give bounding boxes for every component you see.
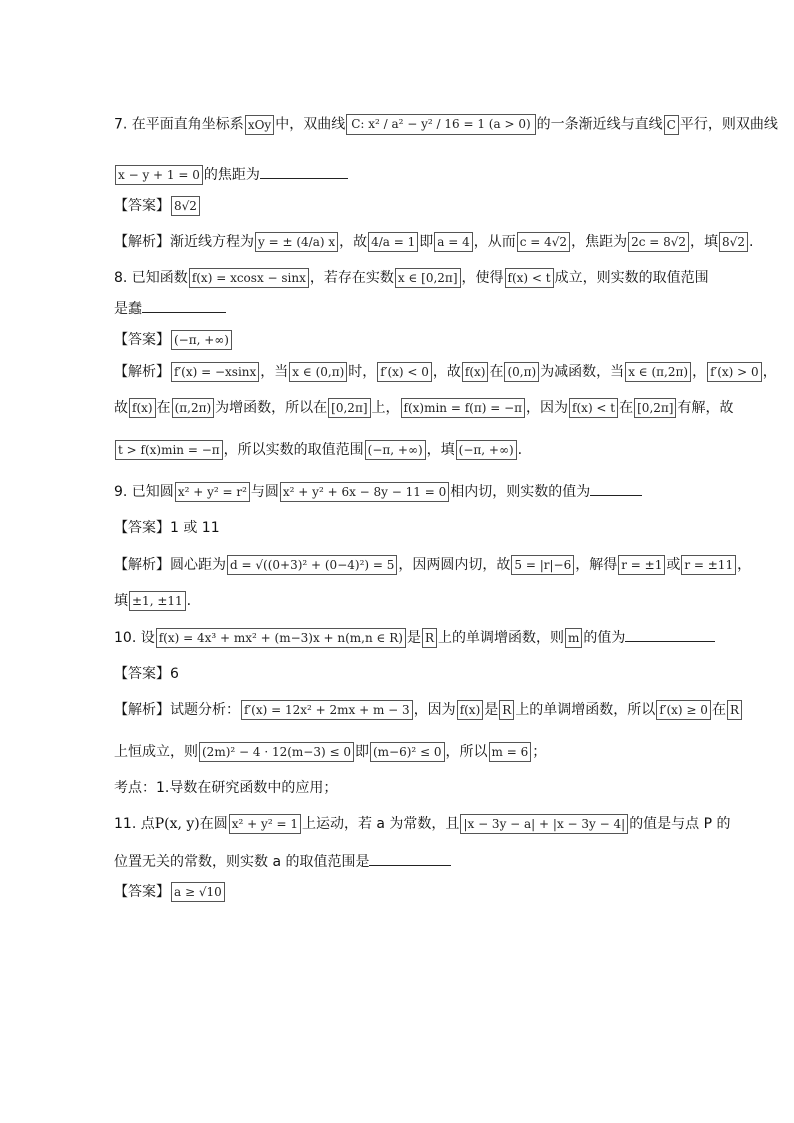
q7-analysis <box>114 232 753 252</box>
q9-analysis-2 <box>114 591 191 611</box>
text: 即 <box>419 234 434 250</box>
formula: (−π, +∞) <box>456 440 517 460</box>
formula: R <box>422 628 437 648</box>
text: 1 或 11 <box>170 520 220 536</box>
formula: x² + y² + 6x − 8y − 11 = 0 <box>280 482 449 502</box>
text: ，所以实数的取值范围 <box>223 442 364 458</box>
text: 上恒成立，则 <box>114 744 198 760</box>
q11-line1 <box>114 814 731 834</box>
text: 圆心距为 <box>170 557 226 573</box>
formula: (2m)² − 4 · 12(m−3) ≤ 0 <box>199 742 354 762</box>
q8-analysis-3 <box>114 440 522 460</box>
text: ，填 <box>690 234 719 250</box>
text: 成立，则实数的取值范围 <box>554 270 709 286</box>
formula: x ∈ (π,2π) <box>625 362 691 382</box>
formula: x² + y² = r² <box>175 482 250 502</box>
q8-line1 <box>114 268 709 288</box>
formula: x ∈ [0,2π] <box>395 268 461 288</box>
answer-blank <box>625 627 715 642</box>
formula: c = 4√2 <box>517 232 570 252</box>
text: 与圆 <box>250 484 279 500</box>
answer-blank <box>260 164 348 179</box>
formula: xOy <box>245 115 274 135</box>
text: ， <box>692 364 707 380</box>
formula: (0,π) <box>504 362 539 382</box>
formula: f′(x) ≥ 0 <box>656 700 711 720</box>
text: 在 <box>489 364 504 380</box>
text: ，故 <box>432 364 461 380</box>
analysis-label: 【解析】 <box>114 234 170 250</box>
answer-label: 【答案】 <box>114 884 170 900</box>
q7-answer <box>114 196 201 216</box>
answer-label: 【答案】 <box>114 198 170 214</box>
text: ，使得 <box>461 270 504 286</box>
text: 7. 在平面直角坐标系 <box>114 116 244 133</box>
formula: x ∈ (0,π) <box>289 362 347 382</box>
formula: (m−6)² ≤ 0 <box>370 742 445 762</box>
text: 是 <box>406 630 421 646</box>
formula: x² + y² = 1 <box>229 814 301 834</box>
formula: m <box>565 628 582 648</box>
text: 位置无关的常数，则实数 a 的取值范围是 <box>114 854 370 870</box>
text: 上运动，若 a 为常数，且 <box>301 816 460 832</box>
q11-answer <box>114 882 226 902</box>
formula: m = 6 <box>489 742 532 762</box>
formula: 8√2 <box>171 196 200 216</box>
formula: f(x) = xcosx − sinx <box>189 268 309 288</box>
q8-analysis-1 <box>114 362 777 382</box>
q9-answer <box>114 518 220 538</box>
formula: d = √((0+3)² + (0−4)²) = 5 <box>227 555 397 575</box>
formula: t > f(x)min = −π <box>115 440 223 460</box>
formula: f(x) < t <box>505 268 554 288</box>
text: ，若存在实数 <box>309 270 394 286</box>
q9-analysis-1 <box>114 555 751 575</box>
q8-answer <box>114 330 233 350</box>
text: 11. 点 <box>114 816 155 832</box>
text: ， <box>762 364 777 380</box>
text: 在 <box>619 400 634 416</box>
text: 相内切，则实数的值为 <box>450 484 591 500</box>
formula: f′(x) > 0 <box>707 362 762 382</box>
text: ，因为 <box>413 702 456 718</box>
text: . <box>748 234 754 250</box>
q7-line2 <box>114 164 348 185</box>
answer-label: 【答案】 <box>114 666 170 682</box>
formula: f(x) < t <box>569 398 618 418</box>
text: 上的单调增函数，则 <box>438 630 565 646</box>
formula: f′(x) < 0 <box>377 362 432 382</box>
formula: f(x) <box>457 700 484 720</box>
formula: (−π, +∞) <box>171 330 232 350</box>
answer-label: 【答案】 <box>114 332 170 348</box>
text: 为增函数，所以在 <box>215 400 328 416</box>
text: ； <box>532 744 547 760</box>
q10-point <box>114 778 337 798</box>
text: 上的单调增函数，所以 <box>515 702 656 718</box>
formula: f(x) <box>462 362 489 382</box>
analysis-label: 【解析】 <box>114 557 170 573</box>
text: ，焦距为 <box>571 234 628 250</box>
formula: ±1, ±11 <box>129 591 186 611</box>
text: ，因两圆内切，故 <box>398 557 511 573</box>
q10-analysis-2 <box>114 742 546 762</box>
formula: y = ± (4/a) x <box>255 232 338 252</box>
formula: (−π, +∞) <box>365 440 426 460</box>
text: 在圆 <box>199 816 228 832</box>
formula: R <box>727 700 742 720</box>
text: P(x, y) <box>154 816 200 832</box>
formula: f′(x) = −xsinx <box>171 362 259 382</box>
text: 有解，故 <box>677 400 734 416</box>
text: ，从而 <box>473 234 516 250</box>
text: 10. 设 <box>114 630 155 646</box>
text: . <box>186 593 192 609</box>
text: 的焦距为 <box>203 167 260 183</box>
q10-analysis-1 <box>114 700 743 720</box>
formula: a ≥ √10 <box>171 882 225 902</box>
text: 9. 已知圆 <box>114 484 174 500</box>
answer-blank <box>369 851 451 866</box>
formula: (π,2π) <box>172 398 215 418</box>
text: 是 <box>484 702 499 718</box>
text: 的值是与点 P 的 <box>629 816 731 832</box>
q9-line1 <box>114 481 642 502</box>
text: ， <box>737 557 752 573</box>
formula: r = ±11 <box>681 555 736 575</box>
text: ，当 <box>260 364 289 380</box>
q7-line1 <box>114 114 778 135</box>
formula: f(x) = 4x³ + mx² + (m−3)x + n(m,n ∈ R) <box>156 628 406 648</box>
text: 故 <box>114 400 128 416</box>
text: ，填 <box>426 442 455 458</box>
formula: 2c = 8√2 <box>628 232 689 252</box>
text: 中，双曲线 <box>275 116 346 133</box>
q8-analysis-2 <box>114 398 733 418</box>
text: 8. 已知函数 <box>114 270 188 286</box>
text: 的一条渐近线与直线 <box>536 116 663 133</box>
text: 渐近线方程为 <box>170 234 254 250</box>
answer-label: 【答案】 <box>114 520 170 536</box>
formula: 5 = |r|−6 <box>511 555 574 575</box>
formula: f(x)min = f(π) = −π <box>401 398 526 418</box>
text: ，所以 <box>445 744 488 760</box>
formula: R <box>499 700 514 720</box>
formula: f(x) <box>129 398 156 418</box>
text: 考点：1.导数在研究函数中的应用； <box>114 780 338 796</box>
text: 的值为 <box>583 630 626 646</box>
q10-answer <box>114 664 179 684</box>
text: 为减函数，当 <box>540 364 625 380</box>
text: 在 <box>156 400 171 416</box>
formula: [0,2π] <box>328 398 370 418</box>
q10-line1 <box>114 627 715 648</box>
text: 时， <box>348 364 377 380</box>
formula: |x − 3y − a| + |x − 3y − 4| <box>460 814 628 834</box>
formula: a = 4 <box>434 232 472 252</box>
text: . <box>517 442 523 458</box>
text: ，故 <box>339 234 368 250</box>
formula: 8√2 <box>719 232 748 252</box>
formula: f′(x) = 12x² + 2mx + m − 3 <box>241 700 413 720</box>
text: 在 <box>711 702 726 718</box>
analysis-label: 【解析】 <box>114 702 170 718</box>
text: 填 <box>114 593 128 609</box>
text: 上， <box>371 400 400 416</box>
formula-hyperbola: C: x² / a² − y² / 16 = 1 (a > 0) <box>346 114 535 135</box>
text: ，因为 <box>526 400 569 416</box>
formula: x − y + 1 = 0 <box>115 165 203 185</box>
text: 即 <box>354 744 369 760</box>
formula: r = ±1 <box>618 555 665 575</box>
text: 试题分析： <box>170 702 240 718</box>
text: 是蠢 <box>114 301 142 317</box>
q11-line2 <box>114 851 451 872</box>
text: ，解得 <box>575 557 618 573</box>
answer-blank <box>590 481 642 496</box>
formula: [0,2π] <box>634 398 676 418</box>
text: 或 <box>666 557 681 573</box>
text: 6 <box>170 666 179 682</box>
analysis-label: 【解析】 <box>114 364 170 380</box>
text: 平行，则双曲线 <box>679 116 778 133</box>
q8-line2 <box>114 298 226 319</box>
formula: 4/a = 1 <box>368 232 418 252</box>
answer-blank <box>142 298 226 313</box>
formula: C <box>664 115 679 135</box>
